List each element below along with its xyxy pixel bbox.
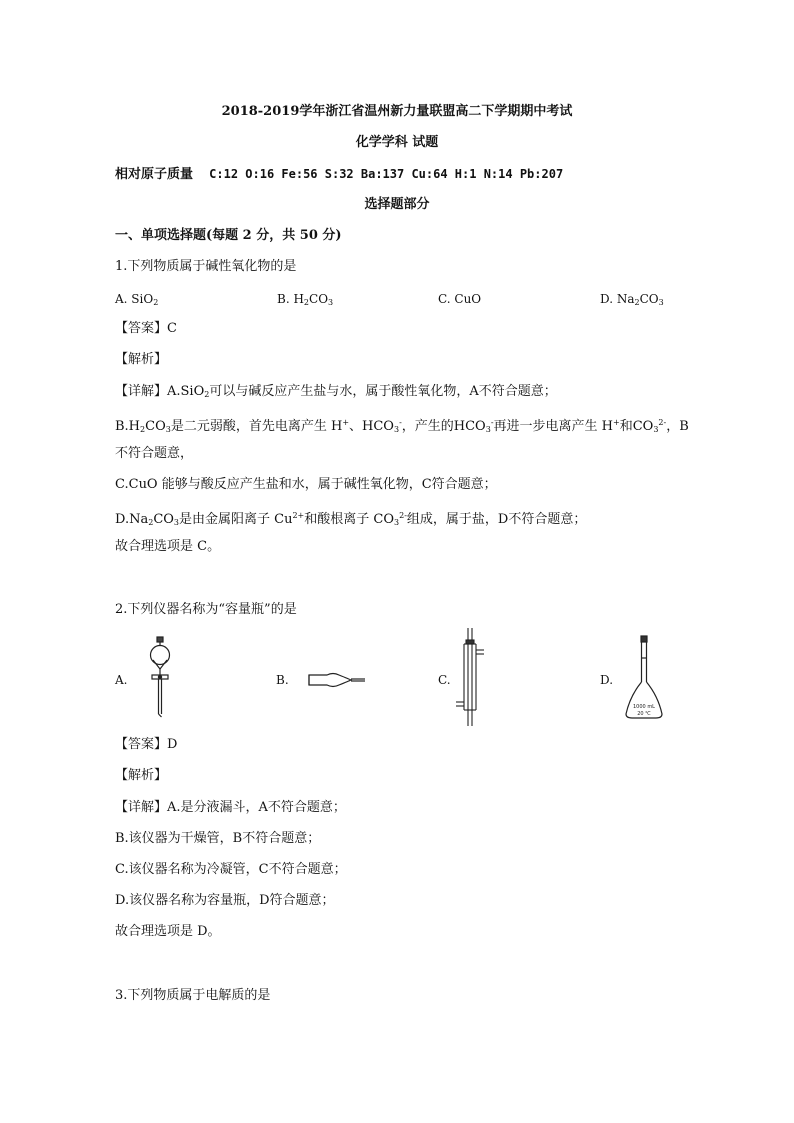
q1-answer: 【答案】C xyxy=(115,321,177,336)
section-title: 选择题部分 xyxy=(364,197,430,212)
flask-temperature-text: 20 ℃ xyxy=(637,711,651,717)
q2-label-b: B. xyxy=(276,673,289,687)
q2-detail-a: 【详解】A.是分液漏斗，A不符合题意； xyxy=(115,800,346,815)
q1-conclusion: 故合理选项是 C。 xyxy=(115,539,221,554)
q1-option-a: A. SiO$_2$ xyxy=(115,292,159,307)
q2-detail-b: B.该仪器为干燥管，B不符合题意； xyxy=(115,831,321,846)
q1-option-c: C. CuO xyxy=(438,292,482,306)
q2-label-a: A. xyxy=(115,673,128,687)
q3-stem: 3.下列物质属于电解质的是 xyxy=(115,988,271,1003)
q2-detail-d: D.该仪器名称为容量瓶，D符合题意； xyxy=(115,893,335,908)
q2-label-d: D. xyxy=(600,673,614,687)
flask-volume-text: 1000 mL xyxy=(633,704,655,710)
condenser-image xyxy=(452,626,488,730)
atomic-masses-values: C:12 O:16 Fe:56 S:32 Ba:137 Cu:64 H:1 N:14 Pb:207 xyxy=(209,167,564,181)
q1-option-d: D. $Na_2CO_3$ xyxy=(600,292,664,307)
q1-analysis-label: 【解析】 xyxy=(115,352,168,367)
q1-detail-a: 【详解】A.SiO$_2$可以与碱反应产生盐与水，属于酸性氧化物，A不符合题意； xyxy=(115,384,557,399)
q2-conclusion: 故合理选项是 D。 xyxy=(115,924,221,939)
q1-detail-c: C.CuO 能够与酸反应产生盐和水，属于碱性氧化物，C符合题意； xyxy=(115,477,497,492)
q1-detail-b: $B.H_2CO_3$是二元弱酸，首先电离产生 H+、$HCO_3^-$，产生的$HCO_3^-$再进一步电离产生 H+和$CO_3^{2-}$，B xyxy=(115,418,689,434)
q1-detail-b-cont: 不符合题意， xyxy=(115,446,194,461)
q1-detail-d: $D.Na_2CO_3$是由金属阳离子 $Cu^{2+}$和酸根离子 $CO_3^{2-}$组成，属于盐，D不符合题意； xyxy=(115,511,587,527)
q2-answer: 【答案】D xyxy=(115,737,178,752)
drying-tube-image xyxy=(305,670,369,690)
exam-title: 2018-2019学年浙江省温州新力量联盟高二下学期期中考试 xyxy=(221,104,573,119)
q2-analysis-label: 【解析】 xyxy=(115,768,168,783)
part-title: 一、单项选择题(每题 2 分，共 50 分) xyxy=(115,228,342,243)
separatory-funnel-image xyxy=(140,634,180,720)
q2-stem: 2.下列仪器名称为“容量瓶”的是 xyxy=(115,602,297,617)
q2-label-c: C. xyxy=(438,673,451,687)
q1-option-b: B. $H_2CO_3$ xyxy=(277,292,334,307)
atomic-masses-line xyxy=(115,165,563,184)
atomic-masses-label: 相对原子质量 xyxy=(115,167,194,182)
q1-stem: 1.下列物质属于碱性氧化物的是 xyxy=(115,259,297,274)
q2-detail-c: C.该仪器名称为冷凝管，C不符合题意； xyxy=(115,862,347,877)
exam-subject: 化学学科 试题 xyxy=(355,135,439,150)
volumetric-flask-image xyxy=(620,634,668,722)
